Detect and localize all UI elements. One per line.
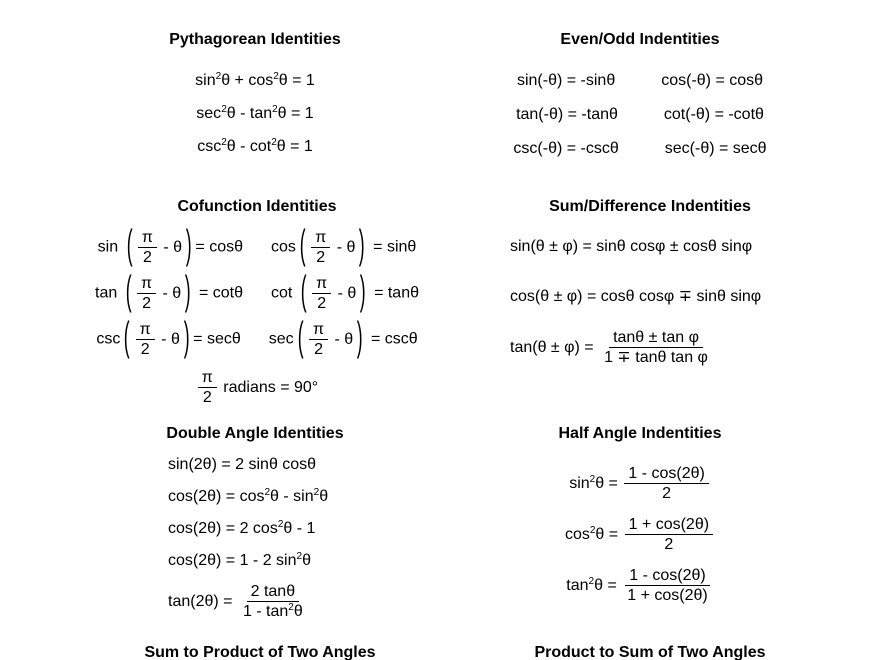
numerator <box>136 321 155 340</box>
math-text: $\sin^2\theta$ = <box>569 473 623 492</box>
math-text: = secθ <box>193 330 241 348</box>
section-even-odd-identities <box>475 30 805 173</box>
fraction <box>623 567 711 604</box>
close-paren-glyph: ) <box>359 224 366 268</box>
math-text: $\sec^2\theta - \tan^2\theta = 1$ <box>196 104 314 122</box>
numerator <box>309 321 328 340</box>
equation-row <box>60 104 450 124</box>
section-cofunction-identities <box>64 197 450 406</box>
section-half-angle-identities <box>490 424 790 618</box>
open-paren-glyph: ( <box>125 270 132 314</box>
paren-content <box>135 272 181 315</box>
equation-row <box>475 71 805 91</box>
numerator <box>624 465 708 484</box>
fraction <box>311 229 330 266</box>
equation <box>271 226 416 269</box>
math-text: - θ <box>158 284 182 302</box>
equation-row <box>490 465 790 502</box>
math-text: tan(θ ± φ) = <box>510 338 599 356</box>
numerator <box>247 583 299 602</box>
math-text: 2 <box>140 341 150 358</box>
equation-list <box>64 226 450 361</box>
denominator <box>137 340 154 358</box>
math-text: tan <box>95 284 122 302</box>
math-text: π <box>313 321 325 338</box>
math-text: cos <box>271 238 296 256</box>
section-product-to-sum <box>485 643 815 660</box>
math-text: π <box>139 321 151 338</box>
fraction <box>198 369 217 406</box>
math-text: $\csc^2\theta - \cot^2\theta = 1$ <box>197 137 313 155</box>
denominator <box>139 248 156 266</box>
math-text: cos(-θ) = cosθ <box>661 72 764 89</box>
math-text: - θ <box>332 238 356 256</box>
equation <box>271 272 419 315</box>
equation <box>195 72 315 89</box>
paren-group <box>122 272 195 315</box>
close-paren-glyph: ) <box>360 270 366 314</box>
equation-list <box>490 465 790 604</box>
equation-list <box>60 71 450 157</box>
equation <box>196 369 319 406</box>
denominator <box>312 248 329 266</box>
section-title: Even/Odd Indentities <box>560 31 720 48</box>
math-text: 2 <box>142 249 152 266</box>
exponent: 2 <box>273 71 279 82</box>
math-text: = tanθ <box>369 284 419 302</box>
equation-row <box>168 551 405 571</box>
equation-list <box>475 71 805 159</box>
equation <box>95 272 243 315</box>
close-paren-glyph: ) <box>184 270 191 314</box>
fraction <box>136 321 155 358</box>
paren-group <box>120 318 193 361</box>
math-text: - θ <box>333 284 357 302</box>
math-text: π <box>315 229 327 246</box>
math-text: 1 - cos(2θ) <box>629 567 706 584</box>
section-sum-to-product <box>100 643 420 660</box>
math-text: sin(2θ) = 2 sinθ cosθ <box>168 456 317 473</box>
denominator <box>310 340 327 358</box>
math-text: $\sin^2\theta + \cos^2\theta = 1$ <box>195 71 315 89</box>
math-text: radians = 90° <box>218 378 319 396</box>
exponent: 2 <box>589 473 596 485</box>
exponent: 2 <box>296 551 303 562</box>
math-text: = cosθ <box>195 238 243 256</box>
exponent: 2 <box>272 104 278 115</box>
numerator <box>312 275 331 294</box>
equation-row <box>168 487 405 507</box>
section-title: Sum/Difference Indentities <box>549 198 751 215</box>
denominator <box>138 294 155 312</box>
numerator <box>137 275 156 294</box>
open-paren-glyph: ( <box>124 316 130 360</box>
section-sum-difference-identities <box>500 197 800 366</box>
radians-note <box>64 369 450 406</box>
equation <box>197 138 313 155</box>
numerator <box>311 229 330 248</box>
close-paren-glyph: ) <box>183 316 190 360</box>
section-title: Product to Sum of Two Angles <box>534 644 766 660</box>
denominator <box>623 586 711 604</box>
section-double-angle-identities <box>105 424 405 632</box>
numerator <box>138 229 157 248</box>
fraction <box>138 229 157 266</box>
math-text: 1 - cos(2θ) <box>628 465 705 482</box>
denominator <box>660 535 677 553</box>
equation-list <box>500 237 800 366</box>
exponent: 2 <box>277 519 284 530</box>
equation <box>513 139 618 159</box>
math-text: $\cos^2\theta$ = <box>564 524 623 543</box>
equation-row <box>64 318 450 361</box>
paren-group <box>296 226 369 269</box>
math-text: 1 + cos(2θ) <box>627 587 708 604</box>
equation-row <box>64 226 450 269</box>
math-text: $1 - \tan^2\theta$ <box>242 602 303 620</box>
math-text: π <box>316 275 328 292</box>
open-paren-glyph: ( <box>299 224 306 268</box>
math-text: = cscθ <box>366 330 418 348</box>
exponent: 2 <box>221 137 227 148</box>
math-text: - θ <box>156 330 180 348</box>
math-text: sin(θ ± φ) = sinθ cosφ ± cosθ sinφ <box>510 238 753 255</box>
math-text: - θ <box>330 330 354 348</box>
math-text: cos(θ ± φ) = cosθ cosφ ∓ sinθ sinφ <box>510 288 762 305</box>
fraction <box>624 465 708 502</box>
equation-list <box>105 455 405 620</box>
math-text: 2 <box>316 249 326 266</box>
equation-row <box>475 105 805 125</box>
math-text: = cotθ <box>194 284 243 302</box>
exponent: 2 <box>264 487 271 498</box>
math-text: 1 + cos(2θ) <box>628 516 710 533</box>
section-title: Pythagorean Identities <box>169 31 341 48</box>
exponent: 2 <box>588 575 595 587</box>
exponent: 2 <box>215 71 222 82</box>
section-title: Cofunction Identities <box>177 198 337 215</box>
fraction <box>625 516 713 553</box>
denominator <box>199 388 216 406</box>
fraction <box>600 329 712 366</box>
math-text: 2 <box>662 485 672 502</box>
equation <box>665 139 767 159</box>
fraction <box>312 275 331 312</box>
exponent: 2 <box>589 524 596 536</box>
math-text: π <box>141 229 153 246</box>
equation <box>168 456 316 473</box>
paren-content <box>309 226 355 269</box>
section-title: Sum to Product of Two Angles <box>144 644 376 660</box>
denominator <box>658 484 675 502</box>
equation-row <box>168 519 405 539</box>
math-text: sin <box>97 238 123 256</box>
math-text: - θ <box>158 238 183 256</box>
equation <box>664 105 764 125</box>
equation-row <box>490 516 790 553</box>
math-text: 2 <box>317 295 327 312</box>
paren-content <box>136 226 182 269</box>
math-text: π <box>141 275 153 292</box>
section-title: Half Angle Indentities <box>558 425 722 442</box>
math-text: cos(2θ) = 1 - 2 $\sin^2\theta$ <box>168 551 311 569</box>
close-paren-glyph: ) <box>356 316 363 360</box>
math-text: 2 <box>314 341 323 358</box>
equation-row <box>510 287 800 307</box>
math-text: π <box>201 369 213 386</box>
math-text: 2 tanθ <box>250 583 296 600</box>
equation-row <box>60 137 450 157</box>
equation <box>661 71 763 91</box>
numerator <box>609 329 703 348</box>
open-paren-glyph: ( <box>300 270 307 314</box>
math-text: cot(-θ) = -cotθ <box>663 106 764 123</box>
denominator <box>313 294 330 312</box>
math-text: tan(-θ) = -tanθ <box>516 106 618 123</box>
fraction <box>309 321 328 358</box>
numerator <box>625 567 709 586</box>
numerator <box>198 369 217 388</box>
equation-row <box>64 272 450 315</box>
denominator <box>239 602 307 620</box>
equation-row <box>510 329 800 366</box>
paren-group <box>294 318 367 361</box>
open-paren-glyph: ( <box>297 316 304 360</box>
equation-row <box>168 583 405 620</box>
equation <box>269 318 418 361</box>
math-text: sin(-θ) = -sinθ <box>516 72 616 89</box>
equation-row <box>510 237 800 257</box>
paren-content <box>134 318 180 361</box>
math-text: cos(2θ) = 2 $\cos^2\theta - 1$ <box>168 519 316 537</box>
denominator <box>600 348 712 366</box>
numerator <box>625 516 713 535</box>
equation <box>98 226 243 269</box>
equation-row <box>168 455 405 475</box>
paren-group <box>123 226 196 269</box>
open-paren-glyph: ( <box>126 224 133 268</box>
math-text: 2 <box>142 295 151 312</box>
math-text: 1 ∓ tanθ tan φ <box>604 349 708 366</box>
equation <box>168 552 311 569</box>
paren-group <box>297 272 370 315</box>
math-text: cot <box>271 284 297 302</box>
math-text: 2 <box>664 536 674 553</box>
section-pythagorean-identities <box>60 30 450 170</box>
math-text: = sinθ <box>368 238 417 256</box>
equation <box>510 288 761 305</box>
math-text: tanθ ± tan φ <box>613 329 699 346</box>
equation <box>96 318 240 361</box>
equation <box>510 329 714 366</box>
equation-row <box>490 567 790 604</box>
equation <box>168 520 315 537</box>
equation <box>516 105 618 125</box>
equation-row <box>475 139 805 159</box>
fraction <box>239 583 307 620</box>
equation-row <box>60 71 450 91</box>
section-title: Double Angle Identities <box>166 425 344 442</box>
fraction <box>137 275 156 312</box>
exponent: 2 <box>271 137 277 148</box>
math-text: sec <box>268 330 294 348</box>
math-text: 2 <box>202 389 212 406</box>
paren-content <box>307 318 353 361</box>
math-text: $\tan^2\theta$ = <box>566 575 622 594</box>
equation <box>517 71 615 91</box>
paren-content <box>310 272 356 315</box>
equation <box>510 238 752 255</box>
math-text: sec(-θ) = secθ <box>664 140 767 157</box>
equation <box>196 105 313 122</box>
equation <box>168 488 328 505</box>
math-text: csc <box>96 330 121 348</box>
close-paren-glyph: ) <box>185 224 192 268</box>
exponent: 2 <box>288 602 294 613</box>
exponent: 2 <box>313 487 320 498</box>
math-text: csc(-θ) = -cscθ <box>513 140 619 157</box>
math-text: tan(2θ) = <box>168 592 237 610</box>
math-text: $\cos(2\theta) = \cos^2\theta - \sin^2\theta$ <box>168 487 329 505</box>
exponent: 2 <box>221 104 227 115</box>
